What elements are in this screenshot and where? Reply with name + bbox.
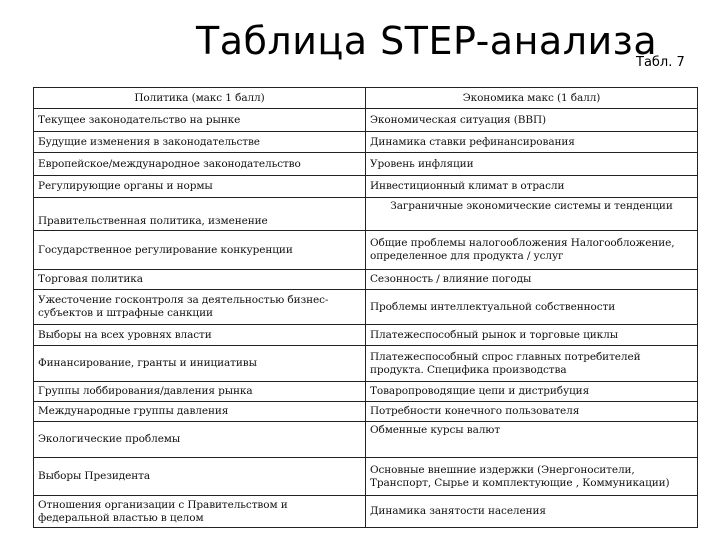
table-row bbox=[34, 496, 698, 528]
politics-cell: Отношения организации с Правительством и федеральной властью в целом bbox=[34, 496, 366, 528]
table-row bbox=[34, 458, 698, 496]
table-row bbox=[34, 325, 698, 346]
politics-cell: Финансирование, гранты и инициативы bbox=[34, 346, 366, 382]
economics-cell: Товаропроводящие цепи и дистрибуция bbox=[366, 382, 698, 402]
politics-cell: Будущие изменения в законодательстве bbox=[34, 132, 366, 153]
table-row bbox=[34, 198, 698, 231]
politics-cell: Правительственная политика, изменение bbox=[34, 198, 366, 231]
economics-cell: Платежеспособный спрос главных потребителей продукта. Специфика производства bbox=[366, 346, 698, 382]
table-row bbox=[34, 176, 698, 198]
table-row bbox=[34, 132, 698, 153]
economics-cell: Платежеспособный рынок и торговые циклы bbox=[366, 325, 698, 346]
table-row bbox=[34, 290, 698, 325]
politics-cell: Выборы на всех уровнях власти bbox=[34, 325, 366, 346]
table-row bbox=[34, 402, 698, 422]
politics-cell: Выборы Президента bbox=[34, 458, 366, 496]
economics-cell: Общие проблемы налогообложения Налогообложение, определенное для продукта / услуг bbox=[366, 231, 698, 270]
politics-cell: Экологические проблемы bbox=[34, 422, 366, 458]
politics-cell: Регулирующие органы и нормы bbox=[34, 176, 366, 198]
table-row bbox=[34, 346, 698, 382]
economics-cell: Инвестиционный климат в отрасли bbox=[366, 176, 698, 198]
table-row bbox=[34, 422, 698, 458]
table-row bbox=[34, 382, 698, 402]
economics-cell: Уровень инфляции bbox=[366, 153, 698, 176]
table-row bbox=[34, 153, 698, 176]
politics-cell: Государственное регулирование конкуренции bbox=[34, 231, 366, 270]
economics-cell: Основные внешние издержки (Энергоносители, Транспорт, Сырье и комплектующие , Коммуникации) bbox=[366, 458, 698, 496]
table-row bbox=[34, 109, 698, 132]
economics-cell: Обменные курсы валют bbox=[366, 422, 698, 458]
politics-cell: Международные группы давления bbox=[34, 402, 366, 422]
politics-cell: Ужесточение госконтроля за деятельностью бизнес-субъектов и штрафные санкции bbox=[34, 290, 366, 325]
page-title: Таблица STEP-анализа bbox=[196, 19, 658, 63]
economics-cell: Динамика занятости населения bbox=[366, 496, 698, 528]
politics-cell: Торговая политика bbox=[34, 270, 366, 290]
table-header-row bbox=[34, 88, 698, 109]
politics-cell: Текущее законодательство на рынке bbox=[34, 109, 366, 132]
economics-cell: Проблемы интеллектуальной собственности bbox=[366, 290, 698, 325]
header-economics: Экономика макс (1 балл) bbox=[366, 88, 698, 109]
header-politics: Политика (макс 1 балл) bbox=[34, 88, 366, 109]
economics-cell: Сезонность / влияние погоды bbox=[366, 270, 698, 290]
politics-cell: Группы лоббирования/давления рынка bbox=[34, 382, 366, 402]
economics-cell: Динамика ставки рефинансирования bbox=[366, 132, 698, 153]
table-row bbox=[34, 231, 698, 270]
economics-cell: Заграничные экономические системы и тенденции bbox=[366, 198, 698, 231]
step-analysis-table bbox=[33, 87, 698, 528]
economics-cell: Экономическая ситуация (ВВП) bbox=[366, 109, 698, 132]
economics-cell: Потребности конечного пользователя bbox=[366, 402, 698, 422]
table-number-label: Табл. 7 bbox=[636, 55, 685, 70]
politics-cell: Европейское/международное законодательство bbox=[34, 153, 366, 176]
table-row bbox=[34, 270, 698, 290]
